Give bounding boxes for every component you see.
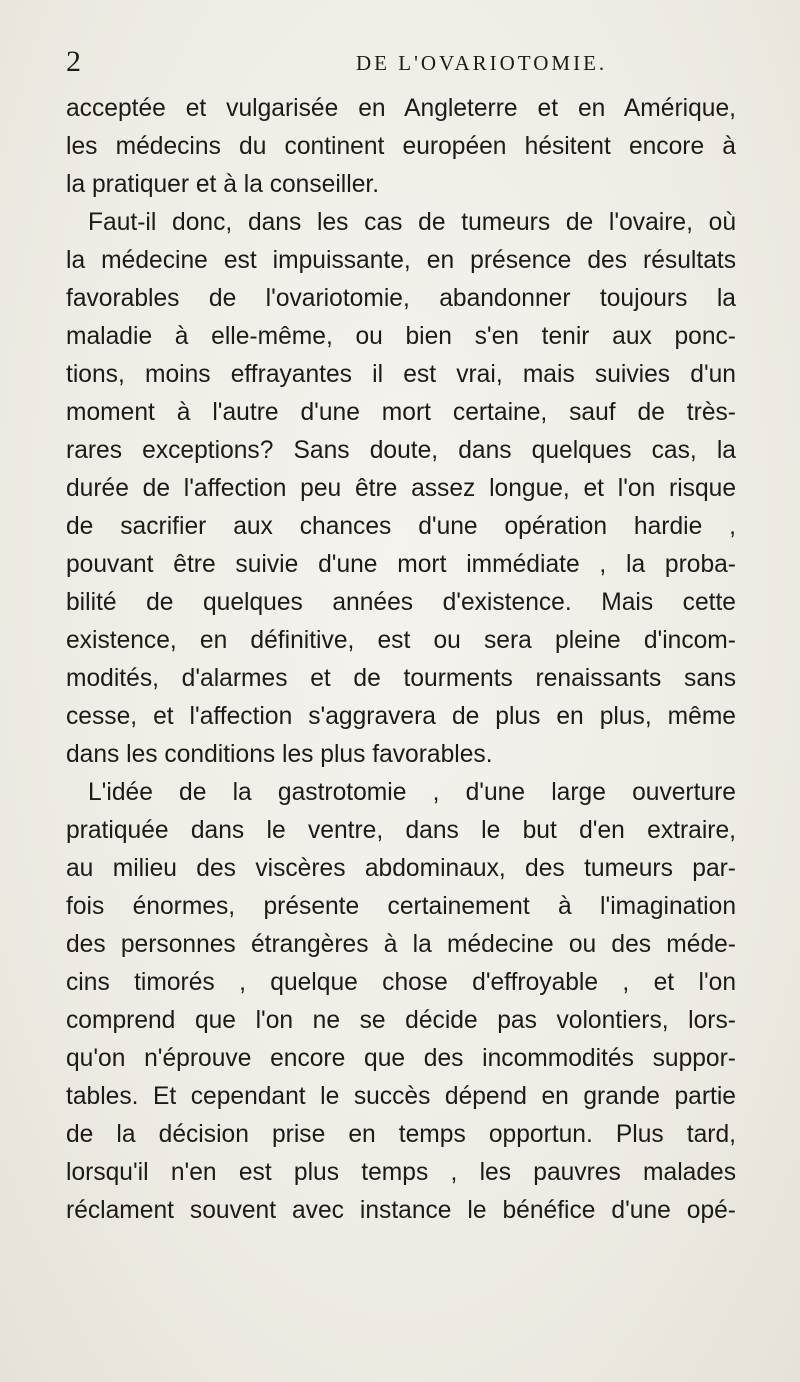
text-line: moment à l'autre d'une mort certaine, sauf de très- xyxy=(66,399,736,426)
running-head: DE L'OVARIOTOMIE. xyxy=(356,51,608,75)
text-line: modités, d'alarmes et de tourments renaissants sans xyxy=(66,665,736,692)
text-line: comprend que l'on ne se décide pas volontiers, lors- xyxy=(66,1007,736,1034)
text-line: fois énormes, présente certainement à l'imagination xyxy=(66,893,736,920)
text-line: réclament souvent avec instance le bénéfice d'une opé- xyxy=(66,1197,736,1224)
text-line: les médecins du continent européen hésitent encore à xyxy=(66,133,736,160)
text-line: rares exceptions? Sans doute, dans quelques cas, la xyxy=(66,437,736,464)
text-line: pratiquée dans le ventre, dans le but d'en extraire, xyxy=(66,817,736,844)
text-line: cins timorés , quelque chose d'effroyable , et l'on xyxy=(66,969,736,996)
body-text xyxy=(66,90,736,1230)
text-line: tables. Et cependant le succès dépend en grande partie xyxy=(66,1083,736,1110)
text-line: dans les conditions les plus favorables. xyxy=(66,741,493,768)
text-line: acceptée et vulgarisée en Angleterre et en Amérique, xyxy=(66,95,736,122)
text-line: de sacrifier aux chances d'une opération hardie , xyxy=(66,513,736,540)
text-line: des personnes étrangères à la médecine ou des méde- xyxy=(66,931,736,958)
text-line: Faut-il donc, dans les cas de tumeurs de l'ovaire, où xyxy=(88,209,736,236)
text-line: maladie à elle-même, ou bien s'en tenir aux ponc- xyxy=(66,323,736,350)
text-line: tions, moins effrayantes il est vrai, mais suivies d'un xyxy=(66,361,736,388)
page-number: 2 xyxy=(66,45,81,78)
text-line: L'idée de la gastrotomie , d'une large ouverture xyxy=(88,779,736,806)
text-line: pouvant être suivie d'une mort immédiate , la proba- xyxy=(66,551,736,578)
text-line: bilité de quelques années d'existence. Mais cette xyxy=(66,589,736,616)
text-line: cesse, et l'affection s'aggravera de plus en plus, même xyxy=(66,703,736,730)
text-line: de la décision prise en temps opportun. Plus tard, xyxy=(66,1121,736,1148)
text-line: au milieu des viscères abdominaux, des tumeurs par- xyxy=(66,855,736,882)
text-line: qu'on n'éprouve encore que des incommodités suppor- xyxy=(66,1045,736,1072)
text-line: durée de l'affection peu être assez longue, et l'on risque xyxy=(66,475,736,502)
text-line: la médecine est impuissante, en présence des résultats xyxy=(66,247,736,274)
page-header xyxy=(66,44,734,80)
text-line: existence, en définitive, est ou sera pleine d'incom- xyxy=(66,627,736,654)
text-line: la pratiquer et à la conseiller. xyxy=(66,171,380,198)
text-line: favorables de l'ovariotomie, abandonner toujours la xyxy=(66,285,736,312)
text-line: lorsqu'il n'en est plus temps , les pauvres malades xyxy=(66,1159,736,1186)
